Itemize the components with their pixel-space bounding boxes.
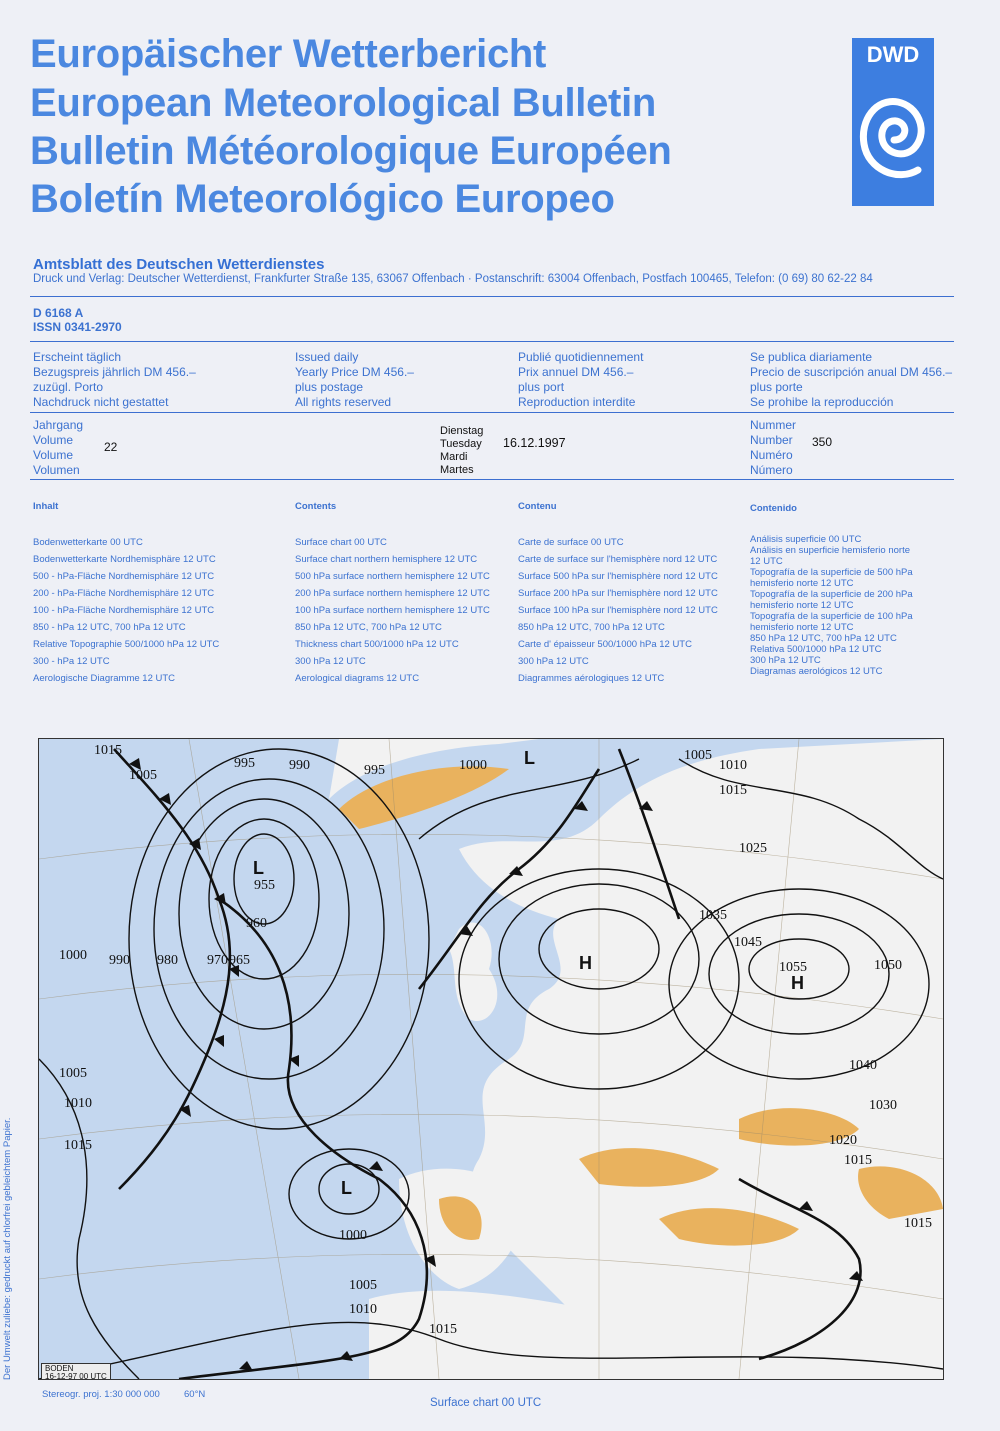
map-stamp: BODEN 16-12-97 00 UTC (41, 1363, 111, 1380)
isobar-label: 990 (289, 758, 310, 773)
publisher-heading: Amtsblatt des Deutschen Wetterdienstes (33, 256, 325, 273)
contents-column-en: Contents Surface chart 00 UTC Surface chart northern hemisphere 12 UTC 500 hPa surface northern hemisphere 12 UTC 200 hPa surface northern hemisphere 12 UTC 100 hPa surface northern hemisphere 12 UTC 850 hPa 12 UTC, 700 hPa 12 UTC Thickness chart 500/1000 hPa 12 UTC 300 hPa 12 UTC Aerological diagrams 12 UTC (295, 501, 490, 684)
isobar-label: 1015 (844, 1153, 872, 1168)
title-german: Europäischer Wetterbericht (30, 32, 547, 76)
title-spanish: Boletín Meteorológico Europeo (30, 177, 615, 221)
isobar-label: 1005 (349, 1278, 377, 1293)
isobar-label: 1055 (779, 960, 807, 975)
isobar-label: 995 (364, 763, 385, 778)
isobar-label: 1000 (339, 1228, 367, 1243)
isobar-label: 1010 (349, 1302, 377, 1317)
high-pressure-centre: H (791, 973, 804, 993)
publication-code: D 6168 A (33, 306, 84, 320)
spiral-icon (852, 68, 934, 206)
divider (30, 479, 954, 480)
isobar-label: 1025 (739, 841, 767, 856)
isobar-label: 965 (229, 953, 250, 968)
volume-value: 22 (104, 440, 118, 454)
contents-column-fr: Contenu Carte de surface 00 UTC Carte de surface sur l'hemisphère nord 12 UTC Surface 500 hPa sur l'hemisphère nord 12 UTC Surface 200 hPa sur l'hemisphère nord 12 UTC Surface 100 hPa sur l'hemisphère nord 12 UTC 850 hPa 12 UTC, 700 hPa 12 UTC Carte d' épaisseur 500/1000 hPa 12 UTC 300 hPa 12 UTC Diagrammes aérologiques 12 UTC (518, 501, 718, 684)
recycled-paper-note: Der Umwelt zuliebe: gedruckt auf chlorfrei gebleichtem Papier. (2, 1117, 13, 1380)
isobar-label: 1040 (849, 1058, 877, 1073)
isobar-label: 1000 (59, 948, 87, 963)
isobar-label: 1030 (869, 1098, 897, 1113)
day-labels: Dienstag Tuesday Mardi Martes (440, 425, 484, 476)
isobar-label: 1045 (734, 935, 762, 950)
isobar-label: 960 (246, 916, 267, 931)
low-pressure-centre: L (524, 748, 535, 768)
dwd-logo (852, 38, 934, 206)
isobar-label: 995 (234, 756, 255, 771)
latitude-note: 60°N (184, 1389, 206, 1400)
isobar-label: 1010 (64, 1096, 92, 1111)
title-french: Bulletin Météorologique Européen (30, 129, 672, 173)
low-pressure-centre: L (341, 1178, 352, 1198)
info-column-es: Se publica diariamente Precio de suscripción anual DM 456.– plus porte Se prohibe la reproducción (750, 350, 953, 409)
info-column-de: Erscheint täglich Bezugspreis jährlich DM 456.– zuzügl. Porto Nachdruck nicht gestattet (33, 350, 196, 409)
surface-weather-map (38, 738, 944, 1380)
info-column-en: Issued daily Yearly Price DM 456.– plus postage All rights reserved (295, 350, 414, 409)
low-pressure-centre: L (253, 858, 264, 878)
map-caption: Surface chart 00 UTC (430, 1397, 542, 1409)
divider (30, 296, 954, 297)
isobar-label: 970 (207, 953, 228, 968)
logo-text: DWD (866, 42, 920, 67)
issn: ISSN 0341-2970 (33, 320, 122, 334)
title-english: European Meteorological Bulletin (30, 81, 657, 125)
isobar-label: 1000 (459, 758, 487, 773)
isobar-label: 1010 (719, 758, 747, 773)
isobar-label: 1035 (699, 908, 727, 923)
isobar-label: 1015 (719, 783, 747, 798)
info-column-fr: Publié quotidiennement Prix annuel DM 456.– plus port Reproduction interdite (518, 350, 644, 409)
number-value: 350 (812, 435, 833, 449)
isobar-label: 1015 (64, 1138, 92, 1153)
isobar-label: 1005 (59, 1066, 87, 1081)
isobar-label: 980 (157, 953, 178, 968)
isobar-label: 955 (254, 878, 275, 893)
contents-column-es: Contenido Análisis superficie 00 UTC Análisis en superficie hemisferio norte 12 UTC Topografía de la superficie de 500 hPa hemisferio norte 12 UTC Topografía de la superficie de 200 hPa hemisferio norte 12 UTC Topografía de la superficie de 100 hPa hemisferio norte 12 UTC 850 hPa 12 UTC, 700 hPa 12 UTC Relativa 500/1000 hPa 12 UTC 300 hPa 12 UTC Diagramas aerológicos 12 UTC (750, 503, 913, 677)
isobar-label: 1015 (94, 743, 122, 758)
publisher-address: Druck und Verlag: Deutscher Wetterdienst, Frankfurter Straße 135, 63067 Offenbach · Postanschrift: 63004 Offenbach, Postfach 100465, Telefon: (0 69) 80 62-22 84 (33, 273, 873, 285)
weather-map-canvas (39, 739, 943, 1379)
number-labels: Nummer Number Numéro Número (750, 418, 797, 477)
isobar-label: 1020 (829, 1133, 857, 1148)
isobar-label: 1015 (904, 1216, 932, 1231)
issue-date: 16.12.1997 (503, 436, 566, 450)
divider (30, 412, 954, 413)
isobar-label: 1005 (684, 748, 712, 763)
projection-note: Stereogr. proj. 1:30 000 000 (42, 1389, 160, 1400)
isobar-label: 1050 (874, 958, 902, 973)
isobar-label: 990 (109, 953, 130, 968)
isobar-label: 1005 (129, 768, 157, 783)
divider (30, 341, 954, 342)
high-pressure-centre: H (579, 953, 592, 973)
volume-labels: Jahrgang Volume Volume Volumen (33, 418, 84, 477)
isobar-label: 1015 (429, 1322, 457, 1337)
contents-column-de: Inhalt Bodenwetterkarte 00 UTC Bodenwetterkarte Nordhemisphäre 12 UTC 500 - hPa-Fläche Nordhemisphäre 12 UTC 200 - hPa-Fläche Nordhemisphäre 12 UTC 100 - hPa-Fläche Nordhemisphäre 12 UTC 850 - hPa 12 UTC, 700 hPa 12 UTC Relative Topographie 500/1000 hPa 12 UTC 300 - hPa 12 UTC Aerologische Diagramme 12 UTC (33, 501, 220, 684)
